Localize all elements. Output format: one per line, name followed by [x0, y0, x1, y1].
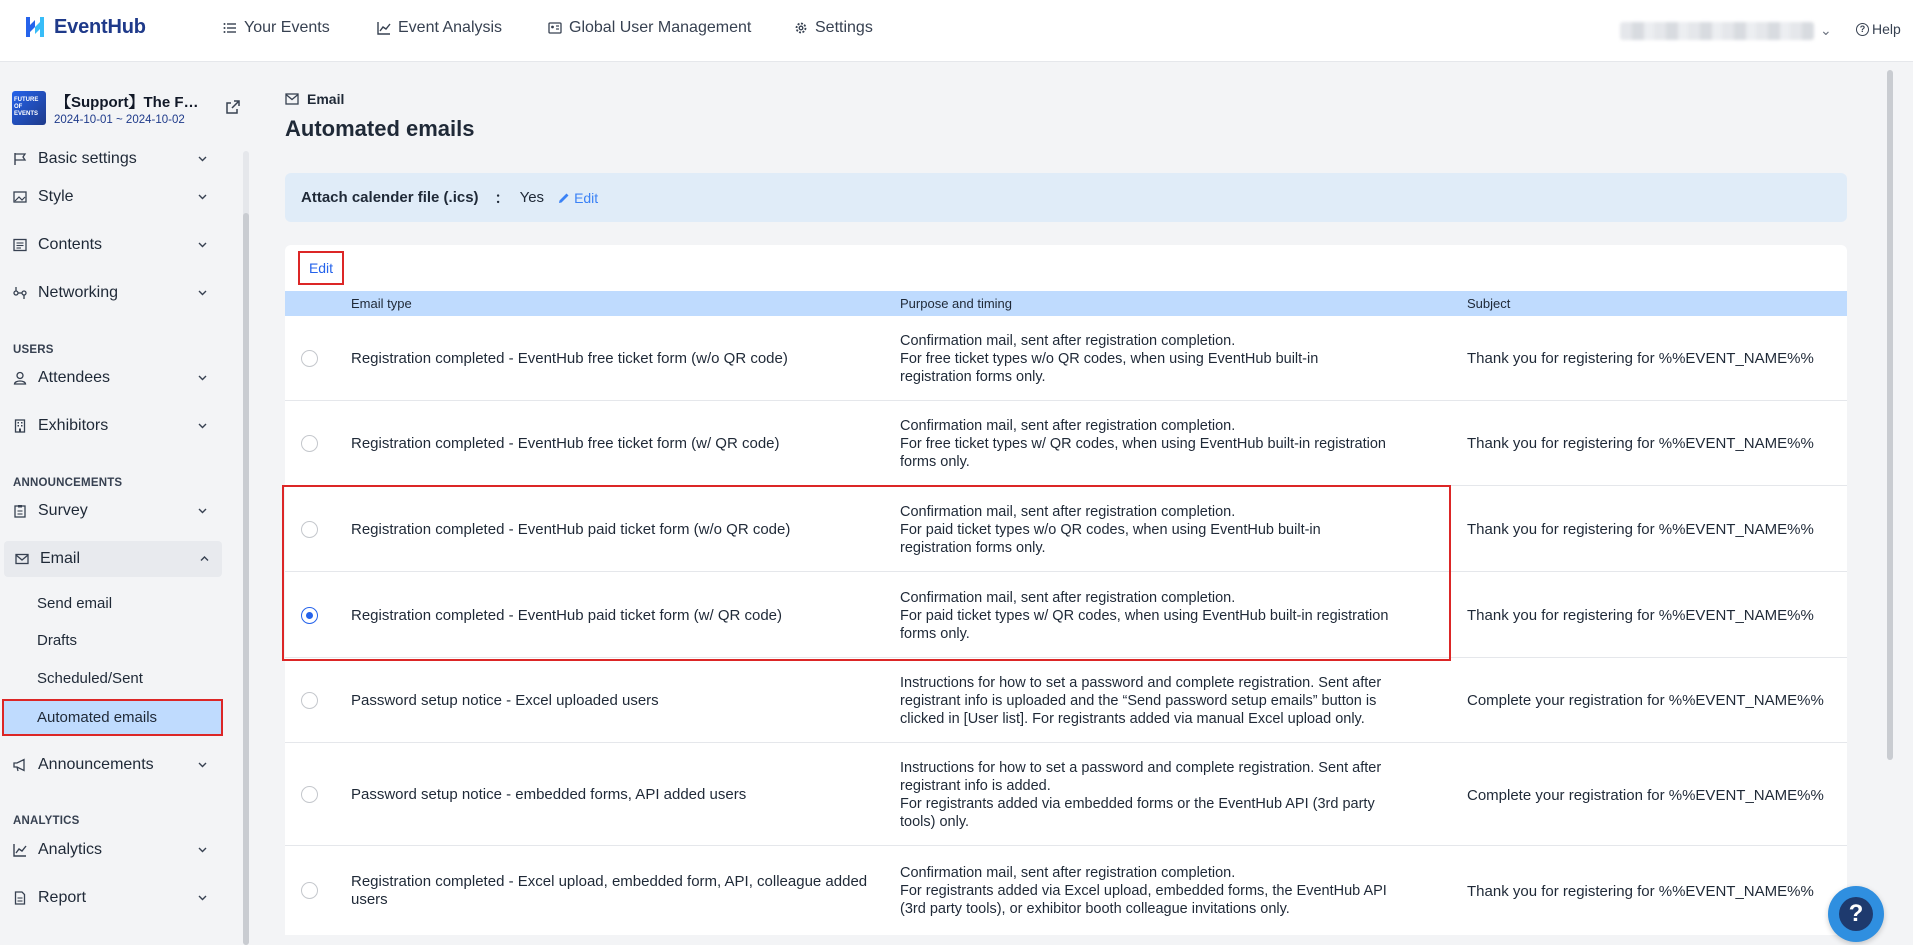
email-type-cell: Password setup notice - Excel uploaded users	[351, 691, 659, 709]
row-radio[interactable]	[301, 435, 318, 452]
sidebar-item-style[interactable]	[12, 179, 220, 215]
sidebar-item-label: Basic settings	[38, 151, 137, 167]
table-row[interactable]	[285, 401, 1847, 486]
sidebar-item-label: Networking	[38, 284, 119, 301]
subject-cell: Thank you for registering for %%EVENT_NAME%%	[1467, 607, 1814, 624]
row-radio[interactable]	[301, 786, 318, 803]
sidebar-item-basic-settings[interactable]	[12, 151, 220, 177]
email-type-cell: Registration completed - EventHub free ticket form (w/o QR code)	[351, 349, 788, 367]
sidebar-item-label: Email	[40, 550, 81, 567]
event-title: 【Support】The F…	[56, 94, 199, 111]
section-users: USERS	[13, 344, 54, 356]
chart-icon	[377, 21, 391, 35]
table-row[interactable]	[285, 847, 1847, 935]
gear-icon	[794, 21, 808, 35]
subject-cell: Thank you for registering for %%EVENT_NAME%%	[1467, 350, 1814, 367]
breadcrumb-label: Email	[307, 91, 345, 107]
chevron-down-icon	[197, 239, 208, 250]
sidebar-item-label: Announcements	[38, 756, 154, 773]
section-analytics: ANALYTICS	[13, 815, 80, 827]
chart-icon	[12, 842, 28, 858]
table-row[interactable]	[285, 744, 1847, 846]
help-label: Help	[1872, 21, 1901, 37]
row-radio[interactable]	[301, 350, 318, 367]
sidebar-item-survey[interactable]	[12, 493, 220, 529]
row-radio[interactable]	[301, 692, 318, 709]
document-icon	[12, 237, 28, 253]
brand-name: EventHub	[54, 15, 146, 38]
sidebar-menu	[0, 151, 253, 945]
table-row-selected[interactable]	[285, 573, 1847, 658]
eventhub-logo-icon	[22, 14, 48, 40]
help-link[interactable]	[1856, 21, 1901, 37]
subject-cell: Thank you for registering for %%EVENT_NAME%%	[1467, 882, 1814, 900]
page-title: Automated emails	[285, 116, 475, 141]
support-chat-button[interactable]	[1828, 886, 1884, 942]
purpose-cell: Confirmation mail, sent after registration completion. For free ticket types w/o QR codes, when using EventHub built-in registration forms only.	[900, 332, 1319, 385]
sidebar-item-label: Analytics	[38, 841, 103, 858]
ics-label: Attach calender file (.ics)	[301, 189, 479, 206]
purpose-cell: Confirmation mail, sent after registration completion. For paid ticket types w/o QR codes, when using EventHub built-in registration forms only.	[900, 503, 1321, 556]
sidebar	[0, 63, 253, 945]
megaphone-icon	[12, 757, 28, 773]
row-radio-selected[interactable]	[301, 607, 318, 624]
breadcrumb	[285, 91, 344, 107]
chevron-down-icon	[197, 287, 208, 298]
table-header	[285, 291, 1847, 316]
building-icon	[12, 418, 28, 434]
email-type-cell: Registration completed - EventHub paid ticket form (w/ QR code)	[351, 606, 783, 624]
report-icon	[12, 890, 28, 906]
sidebar-item-attendees[interactable]	[12, 360, 220, 396]
nav-global-user-management-label: Global User Management	[569, 19, 752, 36]
table-row[interactable]	[285, 316, 1847, 401]
external-link-icon[interactable]	[225, 99, 241, 115]
nav-settings-label: Settings	[815, 19, 873, 36]
event-dates: 2024-10-01 ~ 2024-10-02	[54, 114, 185, 126]
network-icon	[12, 285, 28, 301]
sidebar-sub-automated-emails[interactable]	[2, 699, 223, 736]
sidebar-item-networking[interactable]	[12, 275, 220, 311]
subject-cell: Thank you for registering for %%EVENT_NAME%%	[1467, 521, 1814, 538]
section-announcements: ANNOUNCEMENTS	[13, 477, 123, 489]
column-subject: Subject	[1467, 296, 1511, 311]
table-row[interactable]	[285, 487, 1847, 572]
sidebar-item-label: Style	[38, 188, 74, 205]
row-radio[interactable]	[301, 882, 318, 899]
id-card-icon	[548, 21, 562, 35]
sidebar-sub-send-email[interactable]: Send email	[37, 595, 113, 612]
nav-your-events[interactable]	[223, 19, 330, 37]
flag-icon	[12, 151, 28, 167]
purpose-cell: Confirmation mail, sent after registration completion. For registrants added via Excel upload, embedded forms, the EventHub API (3rd party tools), or exhibitor booth colleague invitations only.	[900, 865, 1387, 917]
subject-cell: Complete your registration for %%EVENT_NAME%%	[1467, 692, 1824, 709]
user-icon	[12, 370, 28, 386]
purpose-cell: Instructions for how to set a password and complete registration. Sent after registrant info is uploaded and the “Send password setup emails” button is clicked in [User list]. For registrants added via manual Excel upload only.	[900, 674, 1382, 727]
column-purpose-timing: Purpose and timing	[900, 296, 1013, 311]
sidebar-item-announcements[interactable]	[12, 747, 220, 783]
purpose-cell: Confirmation mail, sent after registration completion. For paid ticket types w/ QR codes, when using EventHub built-in registration forms only.	[900, 589, 1389, 642]
sidebar-item-label: Attendees	[38, 369, 111, 386]
user-account-menu[interactable]	[1620, 22, 1814, 40]
email-type-cell: Registration completed - EventHub paid ticket form (w/o QR code)	[351, 520, 791, 538]
sidebar-item-exhibitors[interactable]	[12, 408, 220, 444]
ics-separator: ：	[494, 190, 510, 207]
sidebar-item-analytics[interactable]	[12, 832, 220, 868]
chevron-down-icon	[197, 892, 208, 903]
image-icon	[12, 189, 28, 205]
mail-icon	[14, 551, 30, 567]
chevron-down-icon	[197, 420, 208, 431]
row-radio[interactable]	[301, 521, 318, 538]
nav-your-events-label: Your Events	[244, 19, 330, 36]
purpose-cell: Instructions for how to set a password and complete registration. Sent after registrant info is added. For registrants added via embedded forms or the EventHub API (3rd party tools) only.	[900, 760, 1382, 830]
sidebar-sub-label: Automated emails	[37, 709, 158, 726]
chevron-down-icon	[197, 372, 208, 383]
pencil-icon	[558, 192, 570, 204]
sidebar-sub-scheduled-sent[interactable]: Scheduled/Sent	[37, 670, 143, 687]
chevron-down-icon[interactable]: ⌄	[1820, 22, 1832, 38]
nav-event-analysis-label: Event Analysis	[398, 19, 503, 36]
chevron-down-icon	[197, 153, 208, 164]
sidebar-sub-drafts[interactable]: Drafts	[37, 632, 78, 649]
chevron-down-icon	[197, 759, 208, 770]
ics-setting-bar	[285, 173, 1847, 222]
table-row[interactable]	[285, 658, 1847, 743]
email-type-cell: Registration completed - Excel upload, embedded form, API, colleague added users	[351, 873, 868, 908]
list-icon	[223, 21, 237, 35]
main-scrollbar-thumb[interactable]	[1887, 70, 1893, 760]
email-type-cell: Registration completed - EventHub free ticket form (w/ QR code)	[351, 434, 780, 452]
ics-value: Yes	[519, 189, 545, 206]
sidebar-item-email[interactable]	[4, 541, 222, 577]
question-icon: ?	[1839, 897, 1873, 931]
nav-settings[interactable]	[794, 19, 873, 37]
event-header	[12, 91, 240, 131]
purpose-cell: Confirmation mail, sent after registration completion. For free ticket types w/ QR codes, when using EventHub built-in registration forms only.	[900, 417, 1386, 470]
help-icon: ?	[1856, 23, 1869, 36]
subject-cell: Thank you for registering for %%EVENT_NAME%%	[1467, 435, 1814, 452]
eventhub-logo[interactable]	[22, 14, 146, 40]
sidebar-item-contents[interactable]	[12, 227, 220, 263]
email-type-cell: Password setup notice - embedded forms, API added users	[351, 786, 747, 803]
ics-edit-link[interactable]	[558, 190, 598, 206]
chevron-down-icon	[197, 191, 208, 202]
chevron-down-icon	[197, 505, 208, 516]
event-thumbnail: FUTURE OF EVENTS	[12, 91, 46, 125]
nav-global-user-management[interactable]	[548, 19, 751, 37]
chevron-down-icon	[197, 844, 208, 855]
sidebar-item-label: Report	[38, 889, 87, 906]
sidebar-item-label: Contents	[38, 236, 103, 253]
mail-icon	[285, 93, 299, 105]
top-navigation	[0, 0, 1913, 62]
sidebar-item-label: Exhibitors	[38, 417, 109, 434]
subject-cell: Complete your registration for %%EVENT_NAME%%	[1467, 786, 1824, 804]
nav-event-analysis[interactable]	[377, 19, 502, 37]
sidebar-item-label: Survey	[38, 502, 88, 519]
ics-edit-label: Edit	[574, 189, 599, 206]
clipboard-icon	[12, 503, 28, 519]
chevron-up-icon	[199, 553, 210, 564]
sidebar-item-report[interactable]	[12, 880, 220, 916]
column-email-type: Email type	[351, 296, 412, 311]
edit-button[interactable]: Edit	[298, 251, 344, 285]
